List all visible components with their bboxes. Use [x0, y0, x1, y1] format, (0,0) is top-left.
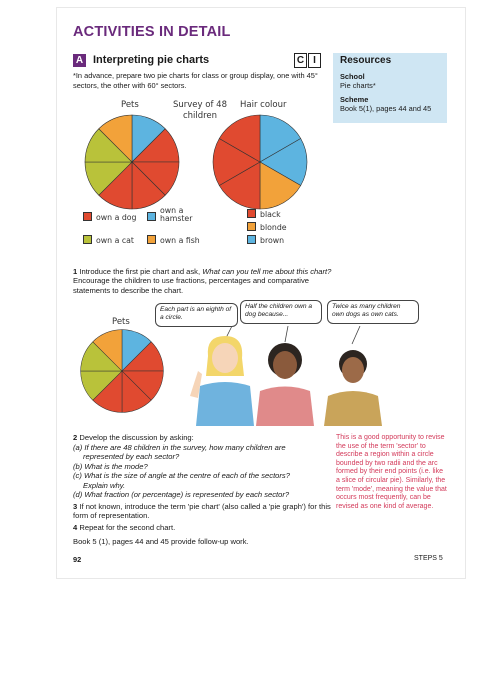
scheme-value: Book 5(1), pages 44 and 45: [340, 104, 432, 113]
legend-dog: own a dog: [96, 213, 137, 222]
question-b: (b) What is the mode?: [73, 461, 148, 471]
legend-blonde: blonde: [260, 223, 287, 232]
question-list: [73, 443, 335, 499]
legend-hamster: own a hamster: [160, 206, 193, 223]
legend-swatch-fish: [147, 235, 156, 244]
teacher-side-note: This is a good opportunity to revise the use of the term 'sector' to describe a region within a circle bounded by two radii and the arc formed by their end points (i.e. like a slice of circular pie). Similarly, the term 'mode', meaning the value that occurs most frequently, can be revised as one kind of average.: [336, 434, 447, 510]
question-c-cont: Explain why.: [83, 480, 126, 490]
step-2-number: 2: [73, 433, 78, 442]
step-4: [73, 523, 331, 532]
scheme-label: Scheme: [340, 95, 369, 104]
school-label: School: [340, 72, 365, 81]
small-pets-label: Pets: [112, 317, 130, 327]
legend-cat: own a cat: [96, 236, 134, 245]
step-3-text: If not known, introduce the term 'pie chart' (also called a 'pie graph') for this form of representation.: [73, 502, 331, 521]
question-d: (d) What fraction (or percentage) is represented by each sector?: [73, 490, 290, 500]
resources-heading: Resources: [340, 55, 392, 66]
hair-pie-chart: [210, 112, 310, 212]
step-1-text-a: Introduce the first pie chart and ask,: [79, 267, 203, 276]
legend-swatch-dog: [83, 212, 92, 221]
follow-up-note: Book 5 (1), pages 44 and 45 provide follow-up work.: [73, 537, 249, 546]
section-letter-badge: A: [73, 54, 86, 67]
legend-swatch-hamster: [147, 212, 156, 221]
step-1: [73, 267, 333, 295]
step-4-text: Repeat for the second chart.: [79, 523, 176, 532]
legend-brown: brown: [260, 236, 285, 245]
step-2: [73, 433, 333, 442]
legend-fish: own a fish: [160, 236, 200, 245]
code-box-i: I: [308, 53, 321, 68]
speech-bubble-1: Each part is an eighth of a circle.: [155, 303, 238, 327]
code-box-c: C: [294, 53, 307, 68]
step-1-number: 1: [73, 267, 78, 276]
step-1-question: What can you tell me about this chart?: [202, 267, 332, 276]
legend-swatch-cat: [83, 235, 92, 244]
resources-panel: [333, 53, 447, 123]
school-value: Pie charts*: [340, 81, 376, 90]
hair-chart-label: Hair colour: [240, 100, 287, 110]
question-c: (c) What is the size of angle at the centre of each of the sectors?: [73, 471, 290, 481]
step-3: [73, 502, 331, 521]
small-pets-pie-chart: [78, 327, 166, 415]
intro-note: *In advance, prepare two pie charts for class or group display, one with 45° sectors, the other with 60° sectors.: [73, 71, 318, 90]
page-number: 92: [73, 555, 82, 564]
children-illustration: [170, 326, 430, 436]
section-title: Interpreting pie charts: [93, 54, 210, 66]
speech-bubble-2: Half the children own a dog because...: [240, 300, 322, 324]
series-name: STEPS 5: [414, 555, 443, 562]
legend-swatch-black: [247, 209, 256, 218]
pets-pie-chart: [82, 112, 182, 212]
question-a: (a) If there are 48 children in the survey, how many children are: [73, 443, 286, 452]
step-3-number: 3: [73, 502, 78, 511]
step-2-text: Develop the discussion by asking:: [79, 433, 194, 442]
survey-title: Survey of 48 children: [173, 100, 227, 121]
speech-bubble-3: Twice as many children own dogs as own cats.: [327, 300, 419, 324]
legend-swatch-blonde: [247, 222, 256, 231]
pets-chart-label: Pets: [121, 100, 139, 110]
page-title: ACTIVITIES IN DETAIL: [73, 24, 231, 40]
legend-swatch-brown: [247, 235, 256, 244]
question-a-cont: represented by each sector?: [83, 452, 180, 462]
step-4-number: 4: [73, 523, 78, 532]
step-1-text-c: Encourage the children to use fractions, percentages and comparative statements to describe the chart.: [73, 276, 309, 295]
legend-black: black: [260, 210, 281, 219]
